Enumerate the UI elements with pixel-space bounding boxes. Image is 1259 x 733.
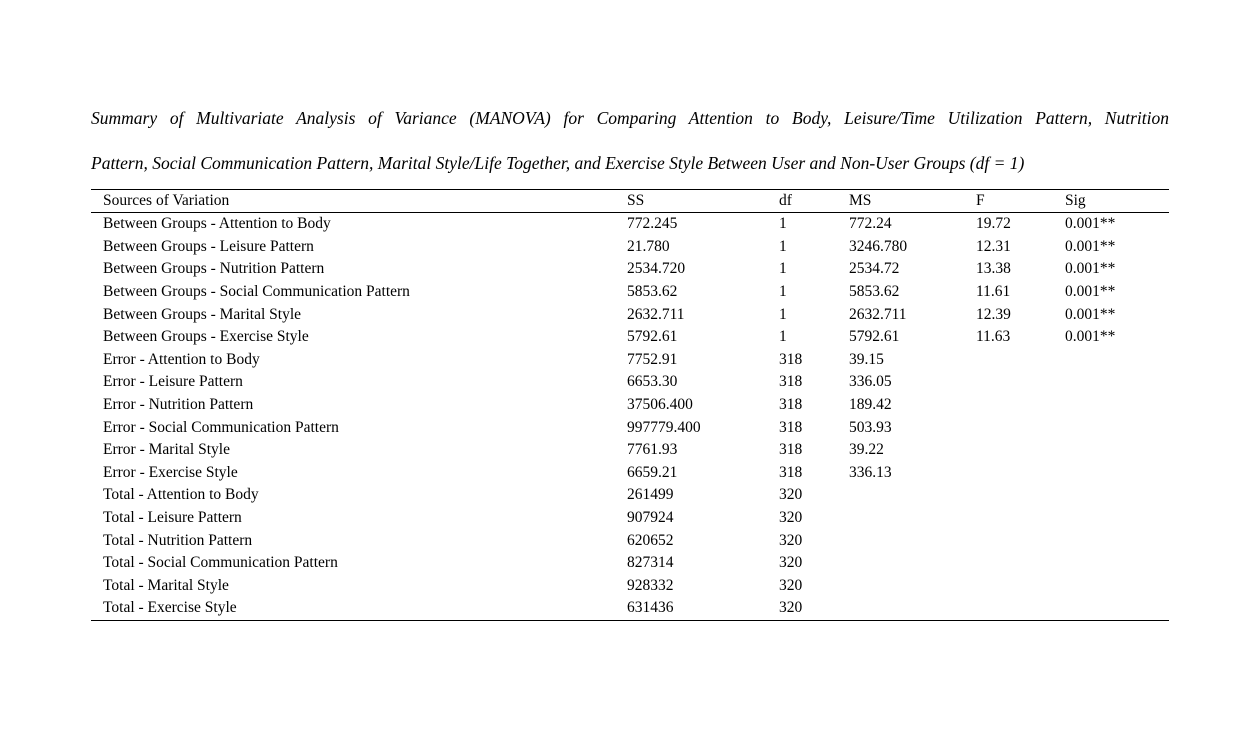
cell-sig (1065, 349, 1169, 372)
header-ms: MS (849, 190, 976, 213)
cell-df: 1 (779, 305, 787, 323)
cell-df: 320 (779, 554, 803, 572)
cell-source: Total - Attention to Body (103, 486, 259, 504)
table-row (91, 552, 1169, 575)
cell-ss: 7752.91 (627, 350, 678, 368)
cell-sig: 0.001** (1065, 328, 1116, 346)
cell-f: 11.63 (976, 328, 1011, 346)
cell-f: 13.38 (976, 260, 1011, 278)
cell-ms: 5792.61 (849, 328, 900, 346)
cell-f: 11.61 (976, 283, 1011, 301)
cell-ss: 21.780 (627, 237, 670, 255)
cell-ms (849, 529, 976, 552)
cell-ss: 261499 (627, 486, 674, 504)
cell-source: Total - Social Communication Pattern (103, 554, 338, 572)
cell-ms: 189.42 (849, 396, 892, 414)
cell-ms (849, 597, 976, 620)
cell-sig (1065, 462, 1169, 485)
cell-source: Between Groups - Social Communication Pattern (103, 283, 410, 301)
cell-ss: 6653.30 (627, 373, 678, 391)
cell-source: Between Groups - Attention to Body (103, 215, 331, 233)
cell-df: 1 (779, 237, 787, 255)
cell-source: Error - Nutrition Pattern (103, 396, 254, 414)
table-caption (91, 96, 1169, 186)
cell-df: 320 (779, 576, 803, 594)
cell-sig (1065, 484, 1169, 507)
cell-ss: 631436 (627, 597, 779, 620)
cell-ms: 2534.72 (849, 260, 900, 278)
cell-sig (1065, 529, 1169, 552)
cell-f (976, 529, 1065, 552)
cell-df: 1 (779, 260, 787, 278)
cell-df: 318 (779, 373, 803, 391)
header-ss: SS (627, 190, 779, 213)
cell-ss: 2632.711 (627, 305, 685, 323)
cell-source: Total - Nutrition Pattern (103, 531, 253, 549)
table-row (91, 326, 1169, 349)
cell-df: 318 (779, 396, 803, 414)
cell-ss: 772.245 (627, 215, 678, 233)
table-row (91, 371, 1169, 394)
cell-ms (849, 575, 976, 598)
table-row (91, 303, 1169, 326)
cell-ss: 6659.21 (627, 463, 678, 481)
cell-df: 1 (779, 283, 787, 301)
caption-line-2: Pattern, Social Communication Pattern, Marital Style/Life Together, and Exercise Style Between User and Non-User Groups (df = 1) (91, 153, 1025, 173)
cell-ms: 39.15 (849, 350, 884, 368)
cell-ms: 772.24 (849, 215, 892, 233)
cell-source: Total - Leisure Pattern (103, 509, 242, 527)
cell-ms: 3246.780 (849, 237, 908, 255)
cell-sig (1065, 416, 1169, 439)
cell-f (976, 597, 1065, 620)
cell-sig: 0.001** (1065, 260, 1116, 278)
cell-df: 318 (779, 418, 803, 436)
table-row (91, 529, 1169, 552)
table-row (91, 507, 1169, 530)
table-row (91, 597, 1169, 620)
cell-source: Error - Social Communication Pattern (103, 418, 339, 436)
cell-ss: 5792.61 (627, 328, 678, 346)
cell-ms (849, 552, 976, 575)
cell-sig: 0.001** (1065, 215, 1116, 233)
cell-source: Error - Marital Style (103, 441, 230, 459)
cell-df: 320 (779, 486, 803, 504)
cell-ss: 37506.400 (627, 396, 693, 414)
cell-ms: 2632.711 (849, 305, 907, 323)
header-df: df (779, 190, 849, 213)
cell-ss: 5853.62 (627, 283, 678, 301)
cell-sig (1065, 439, 1169, 462)
cell-ss: 827314 (627, 554, 674, 572)
cell-sig: 0.001** (1065, 283, 1116, 301)
header-sources: Sources of Variation (91, 190, 627, 213)
cell-source: Between Groups - Exercise Style (103, 328, 309, 346)
cell-f (976, 507, 1065, 530)
cell-ss: 928332 (627, 576, 674, 594)
cell-source: Error - Exercise Style (103, 463, 238, 481)
cell-source: Between Groups - Leisure Pattern (103, 237, 314, 255)
table-row (91, 213, 1169, 236)
cell-sig (1065, 552, 1169, 575)
cell-sig: 0.001** (1065, 305, 1116, 323)
cell-ss: 7761.93 (627, 441, 678, 459)
header-f: F (976, 190, 1065, 213)
table-row (91, 439, 1169, 462)
cell-f (976, 349, 1065, 372)
cell-ms: 336.05 (849, 373, 892, 391)
cell-df: 1 (779, 328, 787, 346)
table-row (91, 462, 1169, 485)
table-row (91, 416, 1169, 439)
header-sig: Sig (1065, 190, 1169, 213)
cell-ss: 2534.720 (627, 260, 686, 278)
cell-f (976, 439, 1065, 462)
cell-sig: 0.001** (1065, 237, 1116, 255)
cell-ms: 503.93 (849, 418, 892, 436)
table-row (91, 281, 1169, 304)
cell-f (976, 371, 1065, 394)
cell-source: Total - Marital Style (103, 576, 229, 594)
cell-f (976, 462, 1065, 485)
cell-sig (1065, 575, 1169, 598)
cell-f: 19.72 (976, 215, 1011, 233)
cell-df: 320 (779, 597, 849, 620)
cell-f (976, 394, 1065, 417)
cell-sig (1065, 394, 1169, 417)
cell-source: Error - Attention to Body (103, 350, 260, 368)
cell-f (976, 575, 1065, 598)
cell-f: 12.39 (976, 305, 1011, 323)
cell-ss: 997779.400 (627, 418, 701, 436)
table-row (91, 394, 1169, 417)
cell-source: Total - Exercise Style (91, 597, 627, 620)
table-row (91, 349, 1169, 372)
table-row (91, 575, 1169, 598)
cell-df: 318 (779, 441, 803, 459)
cell-sig (1065, 371, 1169, 394)
cell-ms: 336.13 (849, 463, 892, 481)
cell-ss: 620652 (627, 531, 674, 549)
cell-ms: 39.22 (849, 441, 884, 459)
cell-df: 320 (779, 509, 803, 527)
cell-source: Error - Leisure Pattern (103, 373, 243, 391)
cell-sig (1065, 507, 1169, 530)
cell-f: 12.31 (976, 237, 1011, 255)
cell-df: 318 (779, 463, 803, 481)
cell-df: 318 (779, 350, 803, 368)
table-row (91, 258, 1169, 281)
cell-source: Between Groups - Nutrition Pattern (103, 260, 325, 278)
cell-f (976, 484, 1065, 507)
cell-df: 1 (779, 215, 787, 233)
cell-ms (849, 507, 976, 530)
cell-df: 320 (779, 531, 803, 549)
header-row (91, 190, 1169, 213)
cell-ms (849, 484, 976, 507)
cell-f (976, 552, 1065, 575)
table-row (91, 236, 1169, 259)
table-body (91, 213, 1169, 621)
cell-sig (1065, 597, 1169, 620)
caption-line-1: Summary of Multivariate Analysis of Variance (MANOVA) for Comparing Attention to Body, Leisure/Time Utilization Pattern, Nutrition (91, 108, 1169, 128)
cell-ss: 907924 (627, 509, 674, 527)
cell-source: Between Groups - Marital Style (103, 305, 302, 323)
table-row (91, 484, 1169, 507)
cell-f (976, 416, 1065, 439)
cell-ms: 5853.62 (849, 283, 900, 301)
manova-table (91, 189, 1169, 621)
